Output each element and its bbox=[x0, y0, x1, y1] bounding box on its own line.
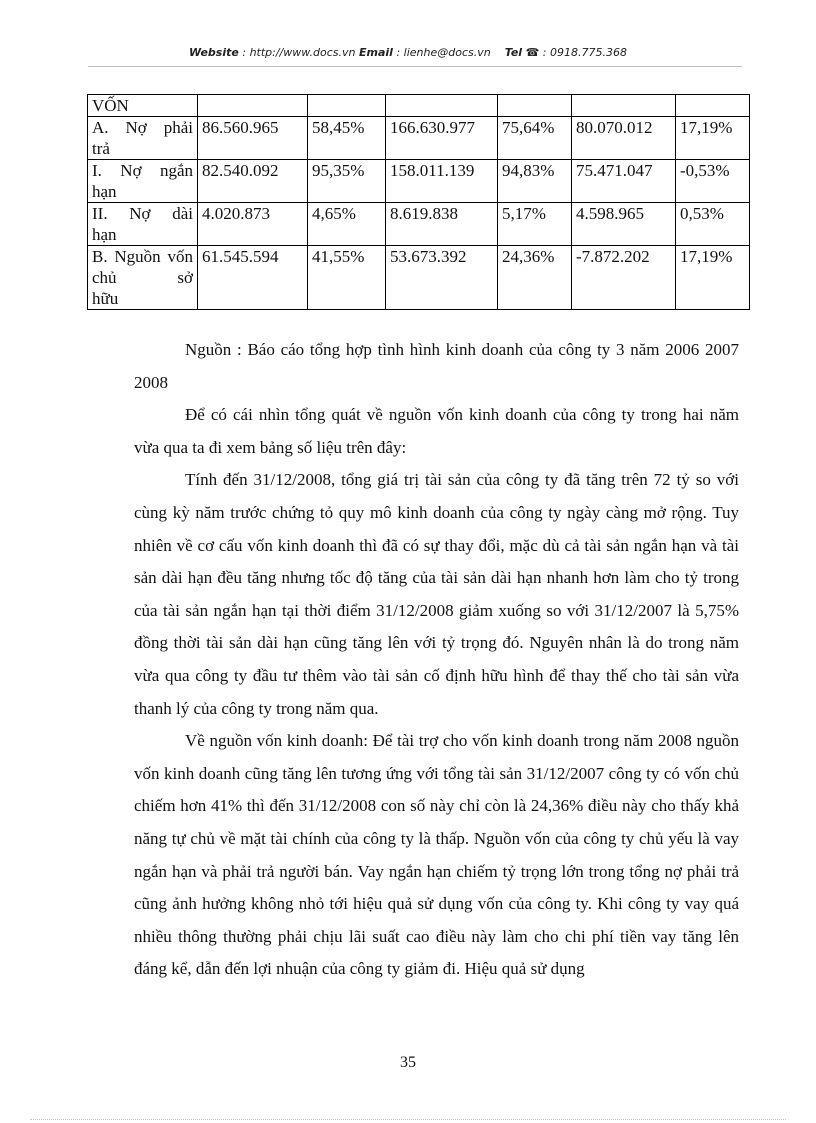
table-cell: 5,17% bbox=[498, 203, 572, 246]
table-cell bbox=[676, 95, 750, 117]
table-cell bbox=[498, 95, 572, 117]
table-cell: 4.598.965 bbox=[572, 203, 676, 246]
row-label-line1: II. Nợ dài bbox=[92, 204, 193, 223]
email-link[interactable]: lienhe@docs.vn bbox=[403, 46, 491, 59]
financial-table bbox=[87, 94, 750, 310]
table-cell bbox=[572, 95, 676, 117]
page-bottom-divider bbox=[30, 1119, 786, 1120]
table-cell bbox=[198, 95, 308, 117]
row-label-line1: A. Nợ phải bbox=[92, 118, 193, 137]
table-cell: 61.545.594 bbox=[198, 246, 308, 310]
row-label-line2: hạn bbox=[92, 182, 117, 201]
table-row bbox=[88, 160, 750, 203]
table-cell: 4,65% bbox=[308, 203, 386, 246]
row-label-line1: B. Nguồn vốn chủ sở bbox=[92, 247, 193, 287]
header-divider bbox=[88, 66, 742, 67]
table-cell: 158.011.139 bbox=[386, 160, 498, 203]
table-cell bbox=[386, 95, 498, 117]
table-cell: 166.630.977 bbox=[386, 117, 498, 160]
table-row bbox=[88, 117, 750, 160]
row-label bbox=[88, 203, 198, 246]
table-cell: 80.070.012 bbox=[572, 117, 676, 160]
paragraph: Về nguồn vốn kinh doanh: Để tài trợ cho vốn kinh doanh trong năm 2008 nguồn vốn kinh doanh cũng tăng lên tương ứng với tổng tài sản 31/12/2007 công ty có vốn chủ chiếm hơn 41% thì đến 31/12/2008 con số này chỉ còn là 24,36% điều này cho thấy khả năng tự chủ về mặt tài chính của công ty là thấp. Nguồn vốn của công ty chủ yếu là vay ngắn hạn và phải trả người bán. Vay ngắn hạn chiếm tỷ trọng lớn trong tổng nợ phải trả cũng ảnh hưởng không nhỏ tới hiệu quả sử dụng vốn của công ty. Khi công ty vay quá nhiều thông thường phải chịu lãi suất cao điều này làm cho chi phí tiền vay tăng lên đáng kể, dẫn đến lợi nhuận của công ty giảm đi. Hiệu quả sử dụng bbox=[134, 731, 739, 979]
row-label bbox=[88, 246, 198, 310]
page-number: 35 bbox=[400, 1054, 416, 1071]
email-label: Email bbox=[359, 46, 393, 59]
table-cell: 41,55% bbox=[308, 246, 386, 310]
table-cell: 75,64% bbox=[498, 117, 572, 160]
table-cell: 53.673.392 bbox=[386, 246, 498, 310]
paragraph: Để có cái nhìn tổng quát về nguồn vốn kinh doanh của công ty trong hai năm vừa qua ta đi xem bảng số liệu trên đây: bbox=[134, 405, 739, 457]
table-cell: -7.872.202 bbox=[572, 246, 676, 310]
table-cell: 75.471.047 bbox=[572, 160, 676, 203]
row-label-line2: hữu bbox=[92, 289, 119, 308]
table-cell: 4.020.873 bbox=[198, 203, 308, 246]
table-cell: -0,53% bbox=[676, 160, 750, 203]
table-cell: 24,36% bbox=[498, 246, 572, 310]
table-row bbox=[88, 95, 750, 117]
row-label-line2: trả bbox=[92, 139, 110, 158]
row-label-line2: hạn bbox=[92, 225, 117, 244]
row-label bbox=[88, 117, 198, 160]
row-label-line1: I. Nợ ngắn bbox=[92, 161, 193, 180]
website-link[interactable]: http://www.docs.vn bbox=[249, 46, 356, 59]
row-label bbox=[88, 160, 198, 203]
table-cell: 82.540.092 bbox=[198, 160, 308, 203]
paragraph: Tính đến 31/12/2008, tổng giá trị tài sản của công ty đã tăng trên 72 tỷ so với cùng kỳ năm trước chứng tỏ quy mô kinh doanh của công ty ngày càng mở rộng. Tuy nhiên về cơ cấu vốn kinh doanh thì đã có sự thay đổi, mặc dù cả tài sản ngắn hạn và tài sản dài hạn đều tăng nhưng tốc độ tăng của tài sản dài hạn nhanh hơn làm cho tỷ trong của tài sản ngắn hạn tại thời điểm 31/12/2008 giảm xuống so với 31/12/2007 là 5,75% đồng thời tài sản dài hạn cũng tăng lên với tỷ trọng đó. Nguyên nhân là do trong năm vừa qua công ty đầu tư thêm vào tài sản cố định hữu hình để thay thế cho tài sản vừa thanh lý của công ty trong năm qua. bbox=[134, 470, 739, 718]
body-text bbox=[134, 334, 739, 986]
table-cell: 8.619.838 bbox=[386, 203, 498, 246]
row-label: VỐN bbox=[88, 95, 198, 117]
table-cell: 58,45% bbox=[308, 117, 386, 160]
table-cell: 94,83% bbox=[498, 160, 572, 203]
table-row bbox=[88, 203, 750, 246]
phone-icon: ☎ bbox=[525, 46, 540, 59]
table-cell: 0,53% bbox=[676, 203, 750, 246]
source-note: Nguồn : Báo cáo tổng hợp tình hình kinh doanh của công ty 3 năm 2006 2007 2008 bbox=[134, 340, 739, 392]
website-label: Website bbox=[189, 46, 239, 59]
tel-value: 0918.775.368 bbox=[549, 46, 627, 59]
table-cell: 95,35% bbox=[308, 160, 386, 203]
table-cell: 86.560.965 bbox=[198, 117, 308, 160]
tel-label: Tel bbox=[504, 46, 523, 59]
table-row bbox=[88, 246, 750, 310]
page-header: Website : http://www.docs.vn Email : lienhe@docs.vn Tel ☎ : 0918.775.368 bbox=[189, 46, 627, 59]
table-cell: 17,19% bbox=[676, 246, 750, 310]
table-cell bbox=[308, 95, 386, 117]
table-cell: 17,19% bbox=[676, 117, 750, 160]
